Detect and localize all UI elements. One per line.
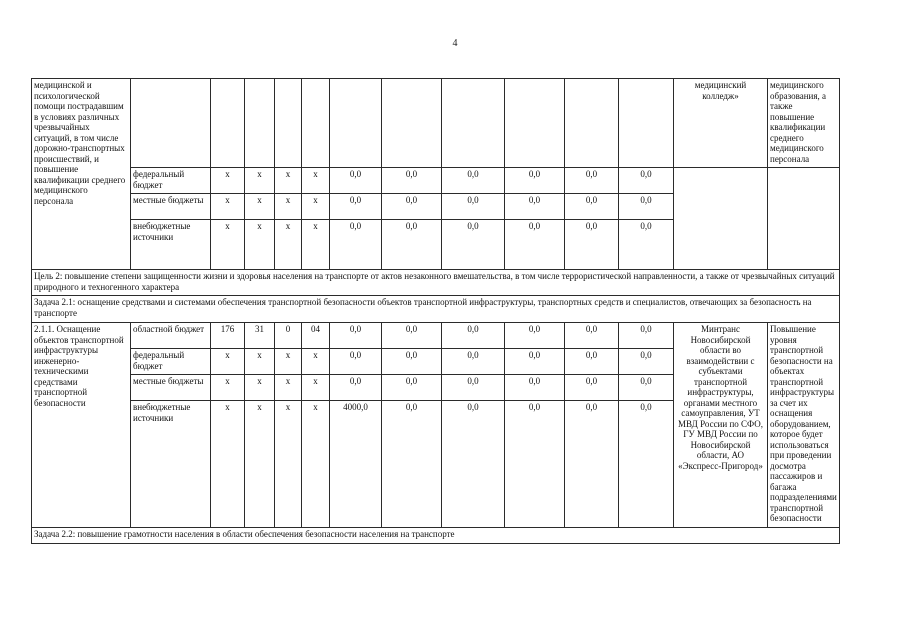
- code-cell: x: [275, 349, 302, 375]
- empty-cell: [302, 79, 330, 168]
- value-cell: 0,0: [619, 168, 674, 194]
- funding-source: федеральный бюджет: [131, 168, 211, 194]
- empty-cell: [211, 79, 245, 168]
- funding-source: областной бюджет: [131, 323, 211, 349]
- empty-cell: [382, 79, 442, 168]
- code-cell: x: [211, 168, 245, 194]
- goal-2-text: Цель 2: повышение степени защищенности жизни и здоровья населения на транспорте от актов незаконного вмешательства, в том числе террористической направленности, а также от чрезвычайных ситуаций природного и техногенного характера: [32, 270, 840, 296]
- value-cell: 0,0: [565, 375, 619, 401]
- code-cell: x: [245, 349, 275, 375]
- value-cell: 4000,0: [330, 401, 382, 528]
- code-cell: x: [275, 401, 302, 528]
- empty-cell: [442, 79, 505, 168]
- code-cell: x: [302, 168, 330, 194]
- empty-cell: [245, 79, 275, 168]
- program-activities-table: [31, 78, 840, 544]
- value-cell: 0,0: [442, 349, 505, 375]
- value-cell: 0,0: [382, 323, 442, 349]
- value-cell: 0,0: [330, 375, 382, 401]
- code-cell: x: [245, 194, 275, 220]
- empty-cell: [674, 168, 768, 270]
- code-cell: x: [275, 375, 302, 401]
- code-cell: x: [302, 349, 330, 375]
- funding-source: местные бюджеты: [131, 375, 211, 401]
- value-cell: 0,0: [442, 220, 505, 270]
- task-2-2-text: Задача 2.2: повышение грамотности населения в области обеспечения безопасности населения на транспорте: [32, 528, 840, 544]
- section1-activity-cell: медицинской и психологической помощи пострадавшим в условиях различных чрезвычайных ситуаций, в том числе дорожно-транспортных происшествий, и повышение квалификации среднего медицинского персонала: [32, 79, 131, 270]
- value-cell: 0,0: [505, 323, 565, 349]
- value-cell: 0,0: [382, 168, 442, 194]
- empty-cell: [275, 79, 302, 168]
- section1-executor-cell: медицинский колледж»: [674, 79, 768, 168]
- code-cell: x: [245, 168, 275, 194]
- code-cell: 31: [245, 323, 275, 349]
- value-cell: 0,0: [442, 401, 505, 528]
- value-cell: 0,0: [505, 375, 565, 401]
- empty-cell: [505, 79, 565, 168]
- value-cell: 0,0: [382, 375, 442, 401]
- funding-source: внебюджетные источники: [131, 401, 211, 528]
- value-cell: 0,0: [382, 194, 442, 220]
- value-cell: 0,0: [442, 375, 505, 401]
- code-cell: x: [211, 401, 245, 528]
- empty-cell: [330, 79, 382, 168]
- value-cell: 0,0: [619, 349, 674, 375]
- value-cell: 0,0: [330, 194, 382, 220]
- value-cell: 0,0: [505, 168, 565, 194]
- value-cell: 0,0: [505, 401, 565, 528]
- funding-source: местные бюджеты: [131, 194, 211, 220]
- code-cell: x: [245, 401, 275, 528]
- empty-cell: [768, 168, 840, 270]
- code-cell: x: [302, 401, 330, 528]
- value-cell: 0,0: [565, 401, 619, 528]
- value-cell: 0,0: [565, 168, 619, 194]
- value-cell: 0,0: [565, 194, 619, 220]
- code-cell: x: [275, 168, 302, 194]
- value-cell: 0,0: [505, 349, 565, 375]
- value-cell: 0,0: [382, 401, 442, 528]
- value-cell: 0,0: [565, 220, 619, 270]
- value-cell: 0,0: [505, 220, 565, 270]
- code-cell: x: [302, 220, 330, 270]
- page-number: 4: [452, 38, 458, 49]
- section2-row-0: [32, 323, 840, 349]
- funding-source: федеральный бюджет: [131, 349, 211, 375]
- value-cell: 0,0: [619, 323, 674, 349]
- value-cell: 0,0: [619, 375, 674, 401]
- value-cell: 0,0: [619, 401, 674, 528]
- value-cell: 0,0: [505, 194, 565, 220]
- section1-top-row: [32, 79, 840, 168]
- code-cell: 04: [302, 323, 330, 349]
- value-cell: 0,0: [442, 194, 505, 220]
- value-cell: 0,0: [619, 220, 674, 270]
- funding-source: внебюджетные источники: [131, 220, 211, 270]
- section2-activity-cell: 2.1.1. Оснащение объектов транспортной инфраструктуры инженерно-техническими средствами транспортной безопасности: [32, 323, 131, 528]
- code-cell: 0: [275, 323, 302, 349]
- value-cell: 0,0: [619, 194, 674, 220]
- task-row: [32, 528, 840, 544]
- goal-row: [32, 270, 840, 296]
- code-cell: x: [275, 194, 302, 220]
- task-row: [32, 296, 840, 323]
- code-cell: x: [245, 375, 275, 401]
- code-cell: x: [302, 375, 330, 401]
- value-cell: 0,0: [442, 323, 505, 349]
- code-cell: x: [211, 220, 245, 270]
- value-cell: 0,0: [382, 349, 442, 375]
- task-2-1-text: Задача 2.1: оснащение средствами и системами обеспечения транспортной безопасности объектов транспортной инфраструктуры, транспортных средств и специалистов, отвечающих за безопасность на транспорте: [32, 296, 840, 323]
- code-cell: x: [275, 220, 302, 270]
- empty-cell: [131, 79, 211, 168]
- section1-result-cell: медицинского образования, а также повышение квалификации среднего медицинского персонала: [768, 79, 840, 168]
- value-cell: 0,0: [330, 323, 382, 349]
- section2-result-cell: Повышение уровня транспортной безопасности на объектах транспортной инфраструктуры за счет их оснащения оборудованием, которое будет использоваться при проведении досмотра пассажиров и багажа подразделениями транспортной безопасности: [768, 323, 840, 528]
- code-cell: x: [245, 220, 275, 270]
- value-cell: 0,0: [330, 349, 382, 375]
- value-cell: 0,0: [382, 220, 442, 270]
- empty-cell: [565, 79, 619, 168]
- value-cell: 0,0: [330, 168, 382, 194]
- code-cell: 176: [211, 323, 245, 349]
- code-cell: x: [211, 194, 245, 220]
- code-cell: x: [211, 375, 245, 401]
- section1-row-0: [32, 168, 840, 194]
- value-cell: 0,0: [565, 349, 619, 375]
- value-cell: 0,0: [442, 168, 505, 194]
- value-cell: 0,0: [330, 220, 382, 270]
- code-cell: x: [211, 349, 245, 375]
- code-cell: x: [302, 194, 330, 220]
- value-cell: 0,0: [565, 323, 619, 349]
- section2-executor-cell: Минтранс Новосибирской области во взаимодействии с субъектами транспортной инфраструктуры, органами местного самоуправления, УТ МВД России по СФО, ГУ МВД России по Новосибирской области, АО «Экспресс-Пригород»: [674, 323, 768, 528]
- empty-cell: [619, 79, 674, 168]
